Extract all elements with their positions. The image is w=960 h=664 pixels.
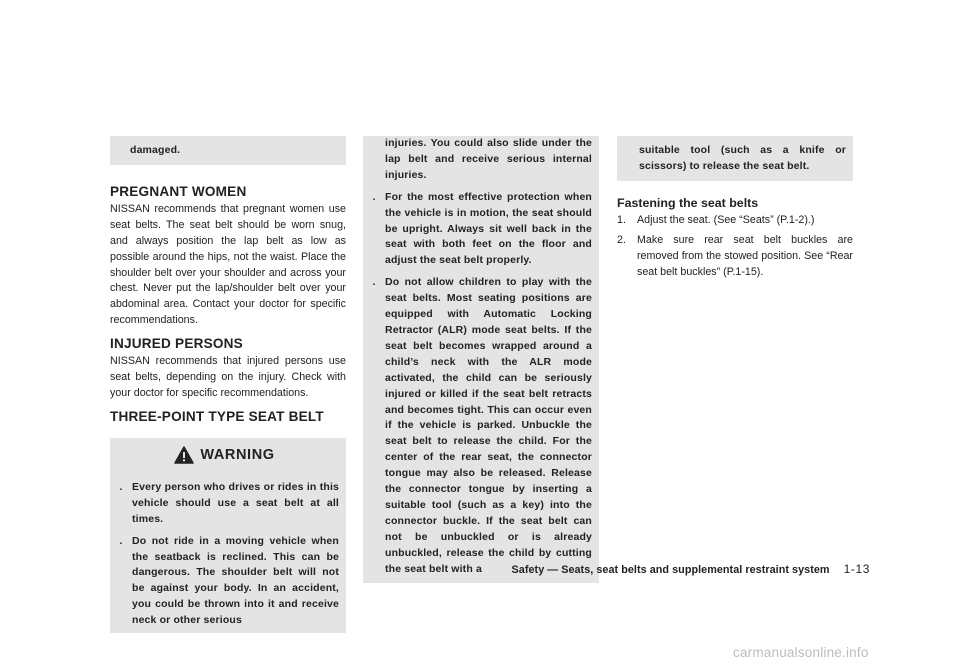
warning-item	[110, 534, 339, 629]
warning-box-end	[617, 136, 853, 181]
fastening-seat-belts-heading: Fastening the seat belts	[617, 195, 759, 210]
warning-item-text: For the most effective protection when the vehicle is in motion, the seat should be upright. Always sit well back in the seat with both feet on the floor and adjust the seat belt properly.	[385, 190, 592, 267]
warning-box-continued	[363, 136, 599, 583]
step-item	[617, 233, 853, 281]
warning-item-text: Do not ride in a moving vehicle when the seatback is reclined. This can be dangerous. The shoulder belt will not be against your body. In an accident, you could be thrown into it and receive neck or other serious	[132, 534, 339, 627]
bullet-dot: .	[372, 190, 376, 203]
left-column	[110, 136, 346, 633]
warning-triangle-icon	[174, 446, 194, 464]
injured-persons-text: NISSAN recommends that injured persons use seat belts, depending on the injury. Check with your doctor for specific recommendations.	[110, 355, 346, 399]
page-number: 1-13	[843, 562, 870, 576]
bullet-dot: .	[372, 276, 376, 289]
page-footer	[490, 562, 870, 576]
pregnant-women-text: NISSAN recommends that pregnant women use seat belts. The seat belt should be worn snug, and always position the lap belt as low as possible around the hips, not the waist. Place the shoulder belt over your shoulder and across your chest. Never put the lap/shoulder belt over your abdominal area. Contact your doctor for specific recommendations.	[110, 202, 346, 327]
middle-column	[363, 136, 599, 583]
watermark: carmanualsonline.info	[733, 645, 869, 660]
warning-item-text: Do not allow children to play with the seat belts. Most seating positions are equipped with Automatic Locking Retractor (ALR) mode seat belts. If the seat belt becomes wrapped around a child’s neck with the ALR mode activated, the child can be seriously injured or killed if the seat belt retracts and becomes tight. This can occur even if the vehicle is parked. Unbuckle the seat belt to release the child. For the center of the rear seat, the connector tongue may also be released. Release the connector tongue by inserting a suitable tool (such as a key) into the connector buckle. If the seat belt can not be unbuckled or is already unbuckled, release the child by cutting the seat belt with a	[385, 276, 592, 575]
step-text: Make sure rear seat belt buckles are removed from the stowed position. See “Rear seat belt buckles” (P.1-15).	[637, 233, 853, 278]
warning-title: WARNING	[200, 446, 275, 463]
warning-item	[363, 190, 592, 270]
warning-item	[110, 480, 339, 528]
warning-continuation-box	[110, 136, 346, 165]
step-number: 1.	[617, 213, 626, 226]
warning-item-text: Every person who drives or rides in this vehicle should use a seat belt at all times.	[132, 480, 339, 525]
warning-header	[110, 438, 339, 470]
step-item	[617, 213, 853, 229]
warning-item	[363, 275, 592, 577]
injured-persons-heading: INJURED PERSONS	[110, 336, 243, 352]
section-title: Safety — Seats, seat belts and supplemental restraint system	[511, 564, 830, 576]
warning-item-continued	[363, 136, 592, 184]
warning-item-text: injuries. You could also slide under the lap belt and receive serious internal injuries.	[385, 137, 592, 181]
three-point-seat-belt-heading: THREE-POINT TYPE SEAT BELT	[110, 408, 324, 424]
step-text: Adjust the seat. (See “Seats” (P.1-2).)	[637, 213, 815, 226]
right-column	[617, 136, 853, 280]
bullet-dot: .	[119, 534, 123, 547]
step-number: 2.	[617, 233, 626, 246]
bullet-dot: .	[119, 480, 123, 493]
pregnant-women-heading: PREGNANT WOMEN	[110, 183, 247, 199]
warning-box	[110, 438, 346, 633]
warning-item-text: suitable tool (such as a knife or scissors) to release the seat belt.	[639, 144, 846, 172]
warning-continuation-text: damaged.	[130, 144, 181, 156]
